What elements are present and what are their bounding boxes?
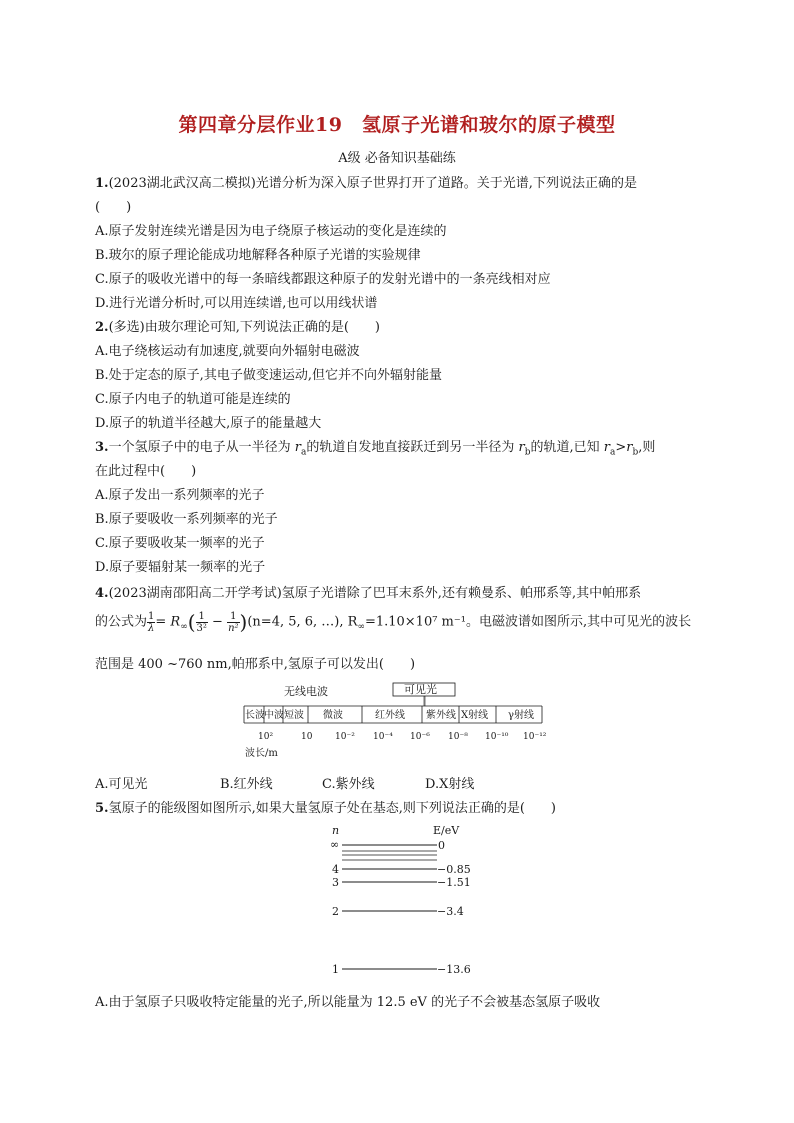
cond-sub-a: a [609,447,616,458]
question-3-stem [95,436,655,458]
level-e-inf: 0 [438,839,445,852]
tick-label: 10² [258,732,274,742]
formula-frac-1: $\frac{1}{\text{3²}}$ [196,610,207,634]
level-n-2: 2 [332,905,339,918]
formula-inf: ∞ [180,622,188,633]
radius-a-sub: a [300,447,307,458]
radio-wave-label: 无线电波 [284,685,328,698]
level-e-1: −13.6 [437,963,471,976]
question-number: 3. [95,440,109,455]
q3-option-c: C.原子要吸收某一频率的光子 [95,536,265,551]
page-title: 第四章分层作业19 氢原子光谱和玻尔的原子模型 [178,114,616,136]
band-short-wave: 短波 [284,710,304,721]
band-medium-wave: 中波 [264,710,284,721]
formula-r: = R [155,614,181,630]
question-4-line3: 范围是 400 ~760 nm,帕邢系中,氢原子可以发出( ) [95,657,416,672]
band-x-ray: X射线 [461,710,489,721]
q1-option-a: A.原子发射连续光谱是因为电子绕原子核运动的变化是连续的 [95,224,447,239]
q3-option-b: B.原子要吸收一系列频率的光子 [95,512,278,527]
band-long-wave: 长波 [245,710,265,721]
question-2-stem [95,316,380,335]
question-text: (多选)由玻尔理论可知,下列说法正确的是( ) [108,320,380,335]
q1-option-d: D.进行光谱分析时,可以用连续谱,也可以用线状谱 [95,296,378,311]
question-1-stem [95,172,637,191]
cond-sub-b: b [632,447,639,458]
question-number: 2. [95,320,109,335]
band-microwave: 微波 [323,710,343,721]
question-text: (2023湖北武汉高二模拟)光谱分析为深入原子世界打开了道路。关于光谱,下列说法正确的是 [108,176,637,191]
question-4-formula: 的公式为 $\frac{1}{\lambda}$ = $R_\infty$( $\frac{1}{\text{3²}}$ − $\frac{1}{\text{n²}}$ )(n=4, 5, 6, …), $R_\infty=1.10\times 10^7$ m⁻¹。电磁波谱如图所示,其中可见光的波长 [95,610,692,634]
q4-option-c: C.紫外线 [322,777,375,792]
level-n-1: 1 [332,963,339,976]
level-n-inf: ∞ [330,838,340,851]
q1-option-b: B.玻尔的原子理论能成功地解释各种原子光谱的实验规律 [95,248,421,263]
question-text: 氢原子的能级图如图所示,如果大量氢原子处在基态,则下列说法正确的是( ) [108,801,556,816]
formula-cond: (n=4, 5, 6, …), R [247,614,358,630]
section-level: A级 必备知识基础练 [338,151,456,166]
level-n-3: 3 [332,876,339,889]
q4-option-d: D.X射线 [425,777,475,792]
q2-option-a: A.电子绕核运动有加速度,就要向外辐射电磁波 [95,344,360,359]
question-text: ,则 [638,440,656,455]
question-3-stem-line2: 在此过程中( ) [95,464,197,479]
formula-frac-lambda: $\frac{1}{\lambda}$ [148,610,155,634]
q3-option-a: A.原子发出一系列频率的光子 [95,488,265,503]
energy-level-diagram [320,822,480,982]
question-4-stem [95,582,641,601]
cond-op: > [615,440,627,455]
level-e-3: −1.51 [437,876,471,889]
level-e-4: −0.85 [437,863,471,876]
q1-option-c: C.原子的吸收光谱中的每一条暗线都跟这种原子的发射光谱中的一条亮线相对应 [95,272,551,287]
tick-label: 10⁻² [335,732,355,742]
q2-option-c: C.原子内电子的轨道可能是连续的 [95,392,291,407]
tick-label: 10⁻¹⁰ [485,732,509,742]
n-axis-label: n [332,824,340,837]
tick-label: 10⁻⁸ [448,732,468,742]
q4-option-b: B.红外线 [220,777,273,792]
em-spectrum-diagram [242,680,552,760]
q2-option-b: B.处于定态的原子,其电子做变速运动,但它并不向外辐射能量 [95,368,442,383]
question-5-stem [95,797,556,816]
q2-option-d: D.原子的轨道半径越大,原子的能量越大 [95,416,322,431]
energy-axis-label: E/eV [433,824,460,837]
tick-label: 10⁻⁶ [410,732,430,742]
radius-b: r [518,440,525,455]
tick-label: 10⁻¹² [523,732,547,742]
radius-a: r [294,440,301,455]
formula-frac-2: $\frac{1}{\text{n²}}$ [228,610,239,634]
band-ultraviolet: 紫外线 [426,710,456,721]
question-text: (2023湖南邵阳高二开学考试)氢原子光谱除了巴耳末系外,还有赖曼系、帕邢系等,其中帕邢系 [108,586,642,601]
formula-lead: 的公式为 [95,614,148,630]
q3-option-d: D.原子要辐射某一频率的光子 [95,560,266,575]
cond-r2: r [626,440,633,455]
tick-label: 10⁻⁴ [373,732,393,742]
formula-value: =1.10×10⁷ m⁻¹。电磁波谱如图所示,其中可见光的波长 [364,614,692,630]
question-number: 1. [95,176,109,191]
question-text: 一个氢原子中的电子从一半径为 [108,440,291,455]
formula-minus: − [212,614,223,630]
level-e-2: −3.4 [437,905,464,918]
q5-option-a: A.由于氢原子只吸收特定能量的光子,所以能量为 12.5 eV 的光子不会被基态氢原子吸收 [95,995,601,1010]
band-infrared: 红外线 [375,710,405,721]
question-1-blank: ( ) [95,200,132,215]
wavelength-axis-label: 波长/m [245,748,278,759]
radius-b-sub: b [524,447,531,458]
question-text: 的轨道自发地直接跃迁到另一半径为 [306,440,515,455]
level-n-4: 4 [332,863,339,876]
band-gamma-ray: γ射线 [508,710,534,721]
q4-option-a: A.可见光 [95,777,148,792]
tick-label: 10 [301,732,313,742]
question-text: 的轨道,已知 [530,440,600,455]
visible-light-label: 可见光 [404,683,437,696]
cond-r: r [603,440,610,455]
formula-inf2: ∞ [357,622,365,633]
question-number: 5. [95,801,109,816]
question-number: 4. [95,586,109,601]
